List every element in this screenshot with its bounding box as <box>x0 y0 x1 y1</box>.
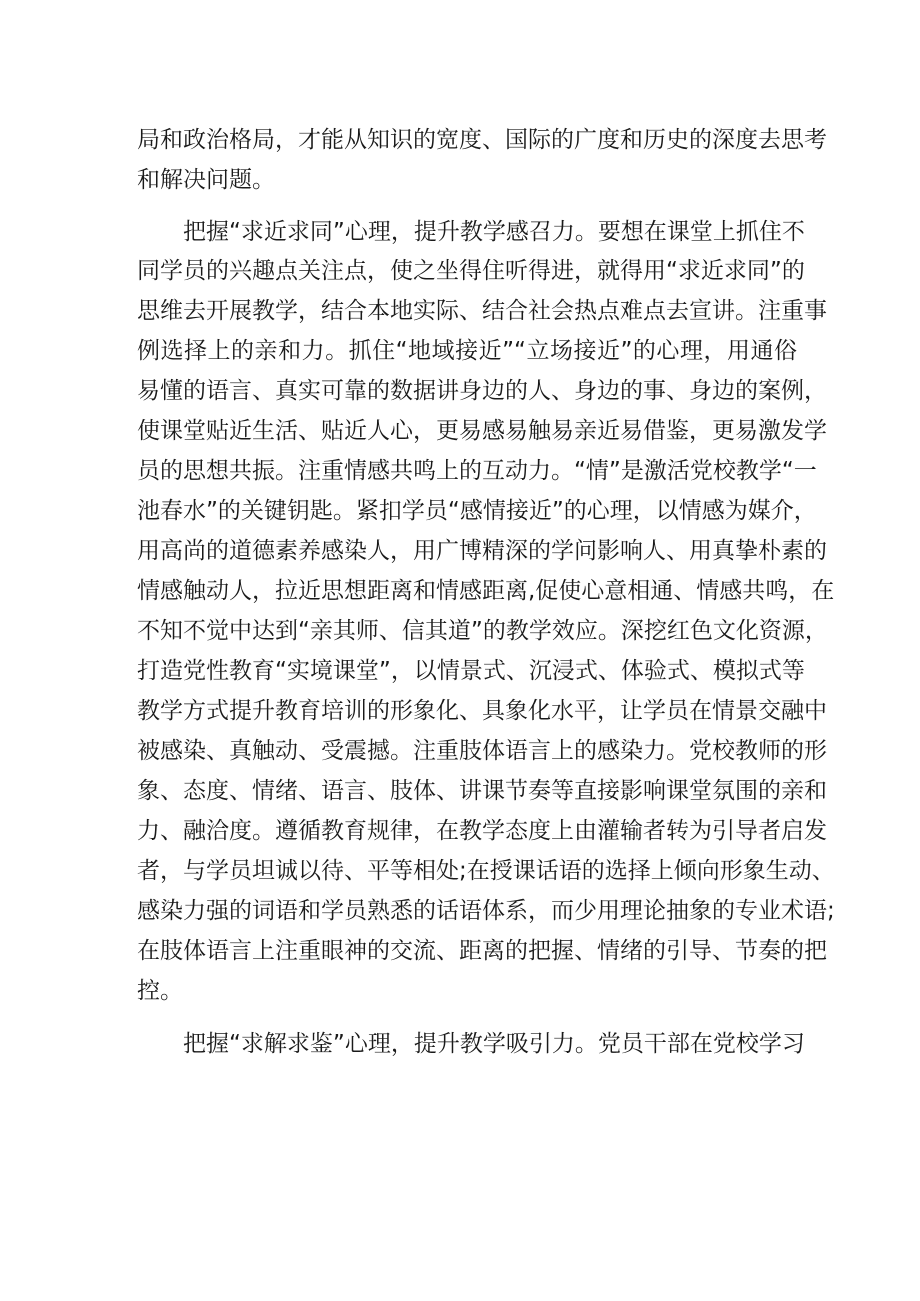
text-line: 打造党性教育“实境课堂”，以情景式、沉浸式、体验式、模拟式等 <box>137 658 805 684</box>
text-line: 思维去开展教学，结合本地实际、结合社会热点难点去宣讲。注重事 <box>137 298 827 324</box>
text-line: 感染力强的词语和学员熟悉的话语体系，而少用理论抽象的专业术语; <box>137 898 835 924</box>
text-line: 用高尚的道德素养感染人，用广博精深的学问影响人、用真挚朴素的 <box>137 538 827 564</box>
text-line: 池春水”的关键钥匙。紧扣学员“感情接近”的心理，以情感为媒介， <box>137 498 817 524</box>
paragraph-start-line: 把握“求近求同”心理，提升教学感召力。要想在课堂上抓住不 <box>183 219 805 245</box>
text-line: 和解决问题。 <box>137 167 275 193</box>
paragraph-start-line: 把握“求解求鉴”心理，提升教学吸引力。党员干部在党校学习 <box>183 1031 805 1057</box>
text-line: 例选择上的亲和力。抓住“地域接近”“立场接近”的心理，用通俗 <box>137 338 797 364</box>
text-line: 力、融洽度。遵循教育规律，在教学态度上由灌输者转为引导者启发 <box>137 818 827 844</box>
text-line: 使课堂贴近生活、贴近人心，更易感易触易亲近易借鉴，更易激发学 <box>137 418 827 444</box>
text-line: 情感触动人，拉近思想距离和情感距离,促使心意相通、情感共鸣，在 <box>137 578 835 604</box>
text-line: 教学方式提升教育培训的形象化、具象化水平，让学员在情景交融中 <box>137 698 827 724</box>
text-line: 员的思想共振。注重情感共鸣上的互动力。“情”是激活党校教学“一 <box>137 458 817 484</box>
text-line: 同学员的兴趣点关注点，使之坐得住听得进，就得用“求近求同”的 <box>137 258 805 284</box>
text-line: 被感染、真触动、受震撼。注重肢体语言上的感染力。党校教师的形 <box>137 738 827 764</box>
text-line: 者，与学员坦诚以待、平等相处;在授课话语的选择上倾向形象生动、 <box>137 858 835 884</box>
text-line: 控。 <box>137 978 183 1004</box>
text-line: 易懂的语言、真实可靠的数据讲身边的人、身边的事、身边的案例， <box>137 378 827 404</box>
text-line: 在肢体语言上注重眼神的交流、距离的把握、情绪的引导、节奏的把 <box>137 938 827 964</box>
text-line: 局和政治格局，才能从知识的宽度、国际的广度和历史的深度去思考 <box>137 127 827 153</box>
text-line: 不知不觉中达到“亲其师、信其道”的教学效应。深挖红色文化资源， <box>137 618 828 644</box>
text-line: 象、态度、情绪、语言、肢体、讲课节奏等直接影响课堂氛围的亲和 <box>137 778 827 804</box>
